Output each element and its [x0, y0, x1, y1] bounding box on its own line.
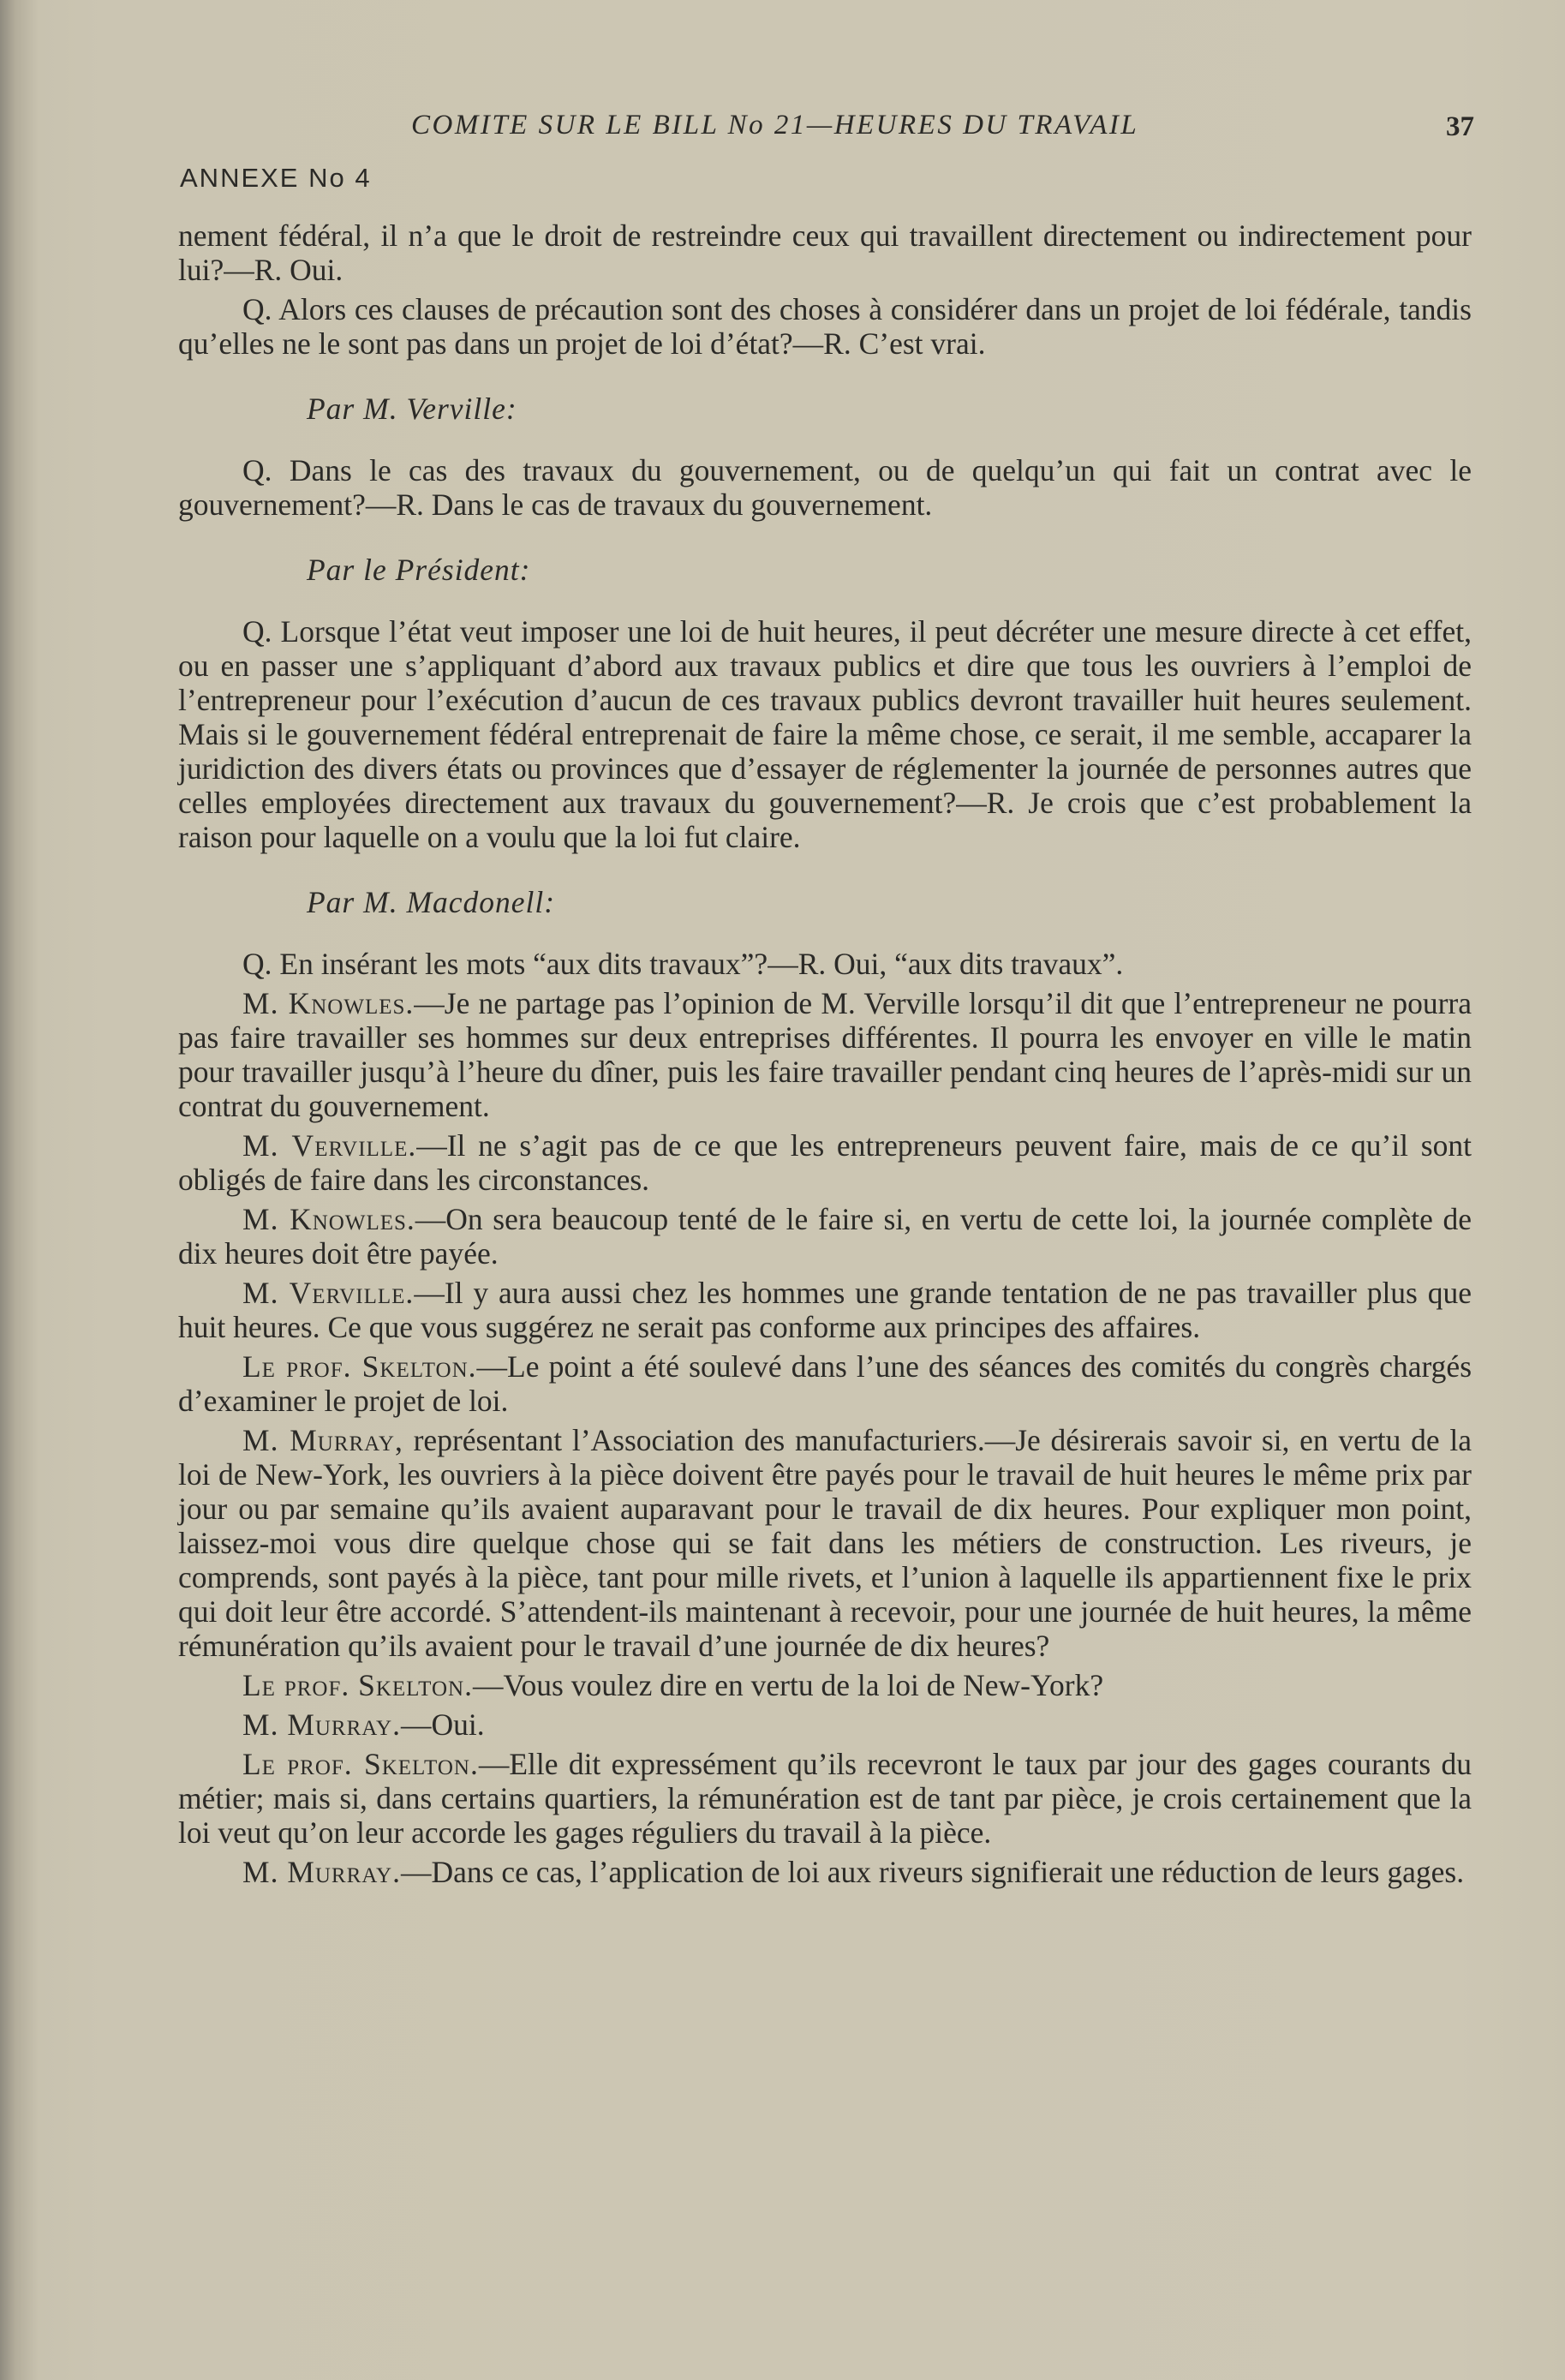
- speech-text: —Il y aura aussi chez les hommes une grande tentation de ne pas travailler plus que huit heures. Ce que vous suggérez ne serait pas conforme aux principes des affaires.: [178, 1276, 1472, 1344]
- speaker-name: M. Murray.: [242, 1855, 401, 1889]
- speaker-name: M. Knowles.: [242, 1202, 415, 1236]
- speech-text: —Oui.: [400, 1707, 485, 1742]
- speech-paragraph: [178, 1747, 1472, 1850]
- questioner-heading: Par M. Verville:: [307, 392, 517, 426]
- speech-paragraph: [178, 1668, 1472, 1702]
- speaker-name: Le prof. Skelton.: [242, 1349, 477, 1384]
- paragraph-text: Q. Lorsque l’état veut imposer une loi de huit heures, il peut décréter une mesure directe à cet effet, ou en passer une s’appliquant d’abord aux travaux publics et dire que tous les ouvriers à l’emploi de l’entrepreneur pour l’exécution d’aucun de ces travaux publics devront travailler huit heures seulement. Mais si le gouvernement fédéral entreprenait de faire la même chose, ce serait, il me semble, accaparer la juridiction des divers états ou provinces que d’essayer de réglementer la journée de personnes autres que celles employées directement aux travaux du gouvernement?—R. Je crois que c’est probablement la raison pour laquelle on a voulu que la loi fut claire.: [178, 614, 1472, 854]
- paragraph-text: Q. En insérant les mots “aux dits travaux”?—R. Oui, “aux dits travaux”.: [242, 947, 1124, 981]
- paragraph: [178, 292, 1472, 361]
- paragraph-text: Q. Alors ces clauses de précaution sont des choses à considérer dans un projet de loi fédérale, tandis qu’elles ne le sont pas dans un projet de loi d’état?—R. C’est vrai.: [178, 292, 1472, 361]
- page-number: 37: [1446, 111, 1474, 142]
- speech-text: —Vous voulez dire en vertu de la loi de New-York?: [472, 1668, 1104, 1702]
- speaker-name: M. Verville.: [242, 1276, 415, 1310]
- running-title: COMITE SUR LE BILL No 21—HEURES DU TRAVAIL: [411, 110, 1139, 141]
- speech-paragraph: [178, 1855, 1472, 1889]
- speaker-name: M. Knowles.: [242, 986, 415, 1020]
- speech-text: —On sera beaucoup tenté de le faire si, en vertu de cette loi, la journée complète de dix heures doit être payée.: [178, 1202, 1472, 1271]
- speech-paragraph: [178, 1707, 1472, 1742]
- body-text: [178, 218, 1472, 1894]
- speaker-name: M. Murray.: [242, 1707, 401, 1742]
- speech-text: —Elle dit expressément qu’ils recevront le taux par jour des gages courants du métier; mais si, dans certains quartiers, la rémunération est de tant par pièce, je crois certainement que la loi veut qu’on leur accorde les gages réguliers du travail à la pièce.: [178, 1747, 1472, 1850]
- paragraph: [178, 453, 1472, 522]
- paragraph: [178, 218, 1472, 287]
- speech-paragraph: [178, 1202, 1472, 1271]
- questioner-heading: Par le Président:: [307, 553, 531, 587]
- annex-label: ANNEXE No 4: [180, 163, 372, 193]
- speech-text: —Il ne s’agit pas de ce que les entrepreneurs peuvent faire, mais de ce qu’il sont obligés de faire dans les circonstances.: [178, 1128, 1472, 1197]
- speech-paragraph: [178, 1128, 1472, 1197]
- speech-text: —Le point a été soulevé dans l’une des séances des comités du congrès chargés d’examiner le projet de loi.: [178, 1349, 1472, 1418]
- paragraph-text: nement fédéral, il n’a que le droit de restreindre ceux qui travaillent directement ou indirectement pour lui?—R. Oui.: [178, 218, 1472, 287]
- speech-paragraph: [178, 1276, 1472, 1344]
- speech-paragraph: [178, 1349, 1472, 1418]
- paragraph: [178, 947, 1472, 981]
- speaker-name: M. Verville.: [242, 1128, 417, 1163]
- speech-paragraph: [178, 1423, 1472, 1663]
- speaker-name: Le prof. Skelton.: [242, 1668, 473, 1702]
- speech-text: représentant l’Association des manufacturiers.—Je désirerais savoir si, en vertu de la loi de New-York, les ouvriers à la pièce doivent être payés pour le travail de huit heures le même prix par jour ou par semaine qu’ils avaient auparavant pour le travail de dix heures. Pour expliquer mon point, laissez-moi vous dire quelque chose qui se fait dans les métiers de construction. Les riveurs, je comprends, sont payés à la pièce, tant pour mille rivets, et l’union à laquelle ils appartiennent fixe le prix qui doit leur être accordé. S’attendent-ils maintenant à recevoir, pour une journée de huit heures, la même rémunération qu’ils avaient pour le travail d’une journée de dix heures?: [178, 1423, 1472, 1663]
- speech-paragraph: [178, 986, 1472, 1123]
- paragraph: [178, 614, 1472, 854]
- speaker-name: Le prof. Skelton.: [242, 1747, 479, 1781]
- paragraph-text: Q. Dans le cas des travaux du gouvernement, ou de quelqu’un qui fait un contrat avec le gouvernement?—R. Dans le cas de travaux du gouvernement.: [178, 453, 1472, 522]
- questioner-heading: Par M. Macdonell:: [307, 885, 556, 919]
- speech-text: —Je ne partage pas l’opinion de M. Verville lorsqu’il dit que l’entrepreneur ne pourra pas faire travailler ses hommes sur deux entreprises différentes. Il pourra les envoyer en ville le matin pour travailler jusqu’à l’heure du dîner, puis les faire travailler pendant cinq heures de l’après-midi sur un contrat du gouvernement.: [178, 986, 1472, 1123]
- speaker-name: M. Murray,: [242, 1423, 403, 1457]
- speech-text: —Dans ce cas, l’application de loi aux riveurs signifierait une réduction de leurs gages.: [400, 1855, 1465, 1889]
